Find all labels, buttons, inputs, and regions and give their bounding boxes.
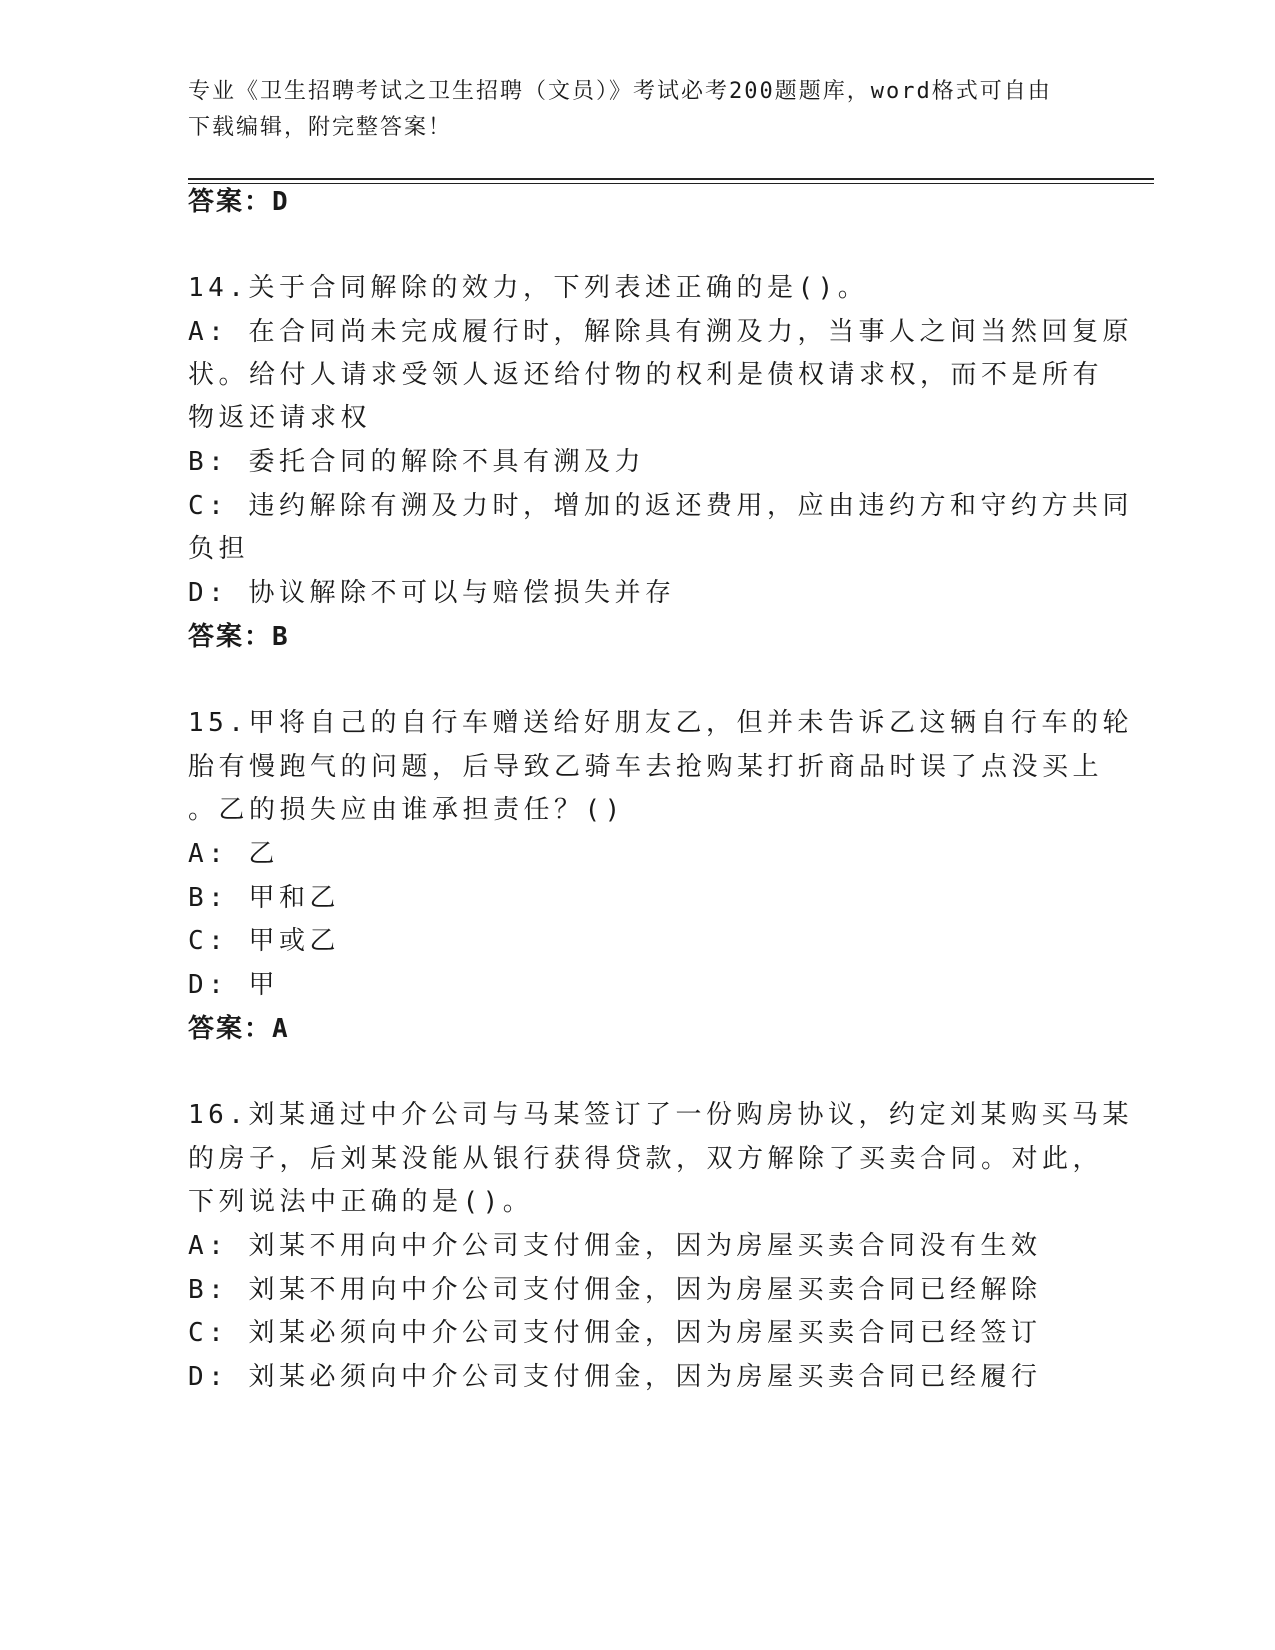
question-14-option-a-line-3: 物返还请求权 <box>188 403 372 433</box>
question-16-option-d: D: 刘某必须向中介公司支付佣金，因为房屋买卖合同已经履行 <box>188 1362 1042 1392</box>
question-14-option-a-line-1: A: 在合同尚未完成履行时，解除具有溯及力，当事人之间当然回复原 <box>188 317 1133 347</box>
question-15-stem-line-2: 胎有慢跑气的问题，后导致乙骑车去抢购某打折商品时误了点没买上 <box>188 752 1104 782</box>
question-16-option-b: B: 刘某不用向中介公司支付佣金，因为房屋买卖合同已经解除 <box>188 1275 1042 1305</box>
question-14-option-c-line-1: C: 违约解除有溯及力时，增加的返还费用，应由违约方和守约方共同 <box>188 491 1133 521</box>
question-16-stem-line-1: 16.刘某通过中介公司与马某签订了一份购房协议，约定刘某购买马某 <box>188 1100 1133 1130</box>
question-15-stem-line-3: 。乙的损失应由谁承担责任？() <box>188 795 625 825</box>
question-15-option-a: A: 乙 <box>188 839 279 869</box>
question-15-answer: 答案：A <box>188 1014 290 1044</box>
question-15-option-b: B: 甲和乙 <box>188 883 340 913</box>
document-header-intro: 专业《卫生招聘考试之卫生招聘（文员）》考试必考200题题库，word格式可自由下载编辑，附完整答案！ <box>188 79 1052 140</box>
question-15-option-d: D: 甲 <box>188 970 279 1000</box>
question-16-option-c: C: 刘某必须向中介公司支付佣金，因为房屋买卖合同已经签订 <box>188 1318 1042 1348</box>
question-14-option-c-line-2: 负担 <box>188 534 250 564</box>
question-16-option-a: A: 刘某不用向中介公司支付佣金，因为房屋买卖合同没有生效 <box>188 1231 1042 1261</box>
question-15-stem-line-1: 15.甲将自己的自行车赠送给好朋友乙，但并未告诉乙这辆自行车的轮 <box>188 708 1133 738</box>
question-14-answer: 答案：B <box>188 622 290 652</box>
question-14-option-d: D: 协议解除不可以与赔偿损失并存 <box>188 578 676 608</box>
header-rule-thin <box>188 183 1154 184</box>
answer-previous-question: 答案：D <box>188 187 290 217</box>
question-16-stem-line-2: 的房子，后刘某没能从银行获得贷款，双方解除了买卖合同。对此， <box>188 1144 1104 1174</box>
question-14-option-a-line-2: 状。给付人请求受领人返还给付物的权利是债权请求权，而不是所有 <box>188 360 1104 390</box>
question-16-stem-line-3: 下列说法中正确的是()。 <box>188 1187 534 1217</box>
question-14-stem: 14.关于合同解除的效力，下列表述正确的是()。 <box>188 273 869 303</box>
header-rule-thick <box>188 178 1154 180</box>
question-15-option-c: C: 甲或乙 <box>188 926 340 956</box>
question-14-option-b: B: 委托合同的解除不具有溯及力 <box>188 447 645 477</box>
